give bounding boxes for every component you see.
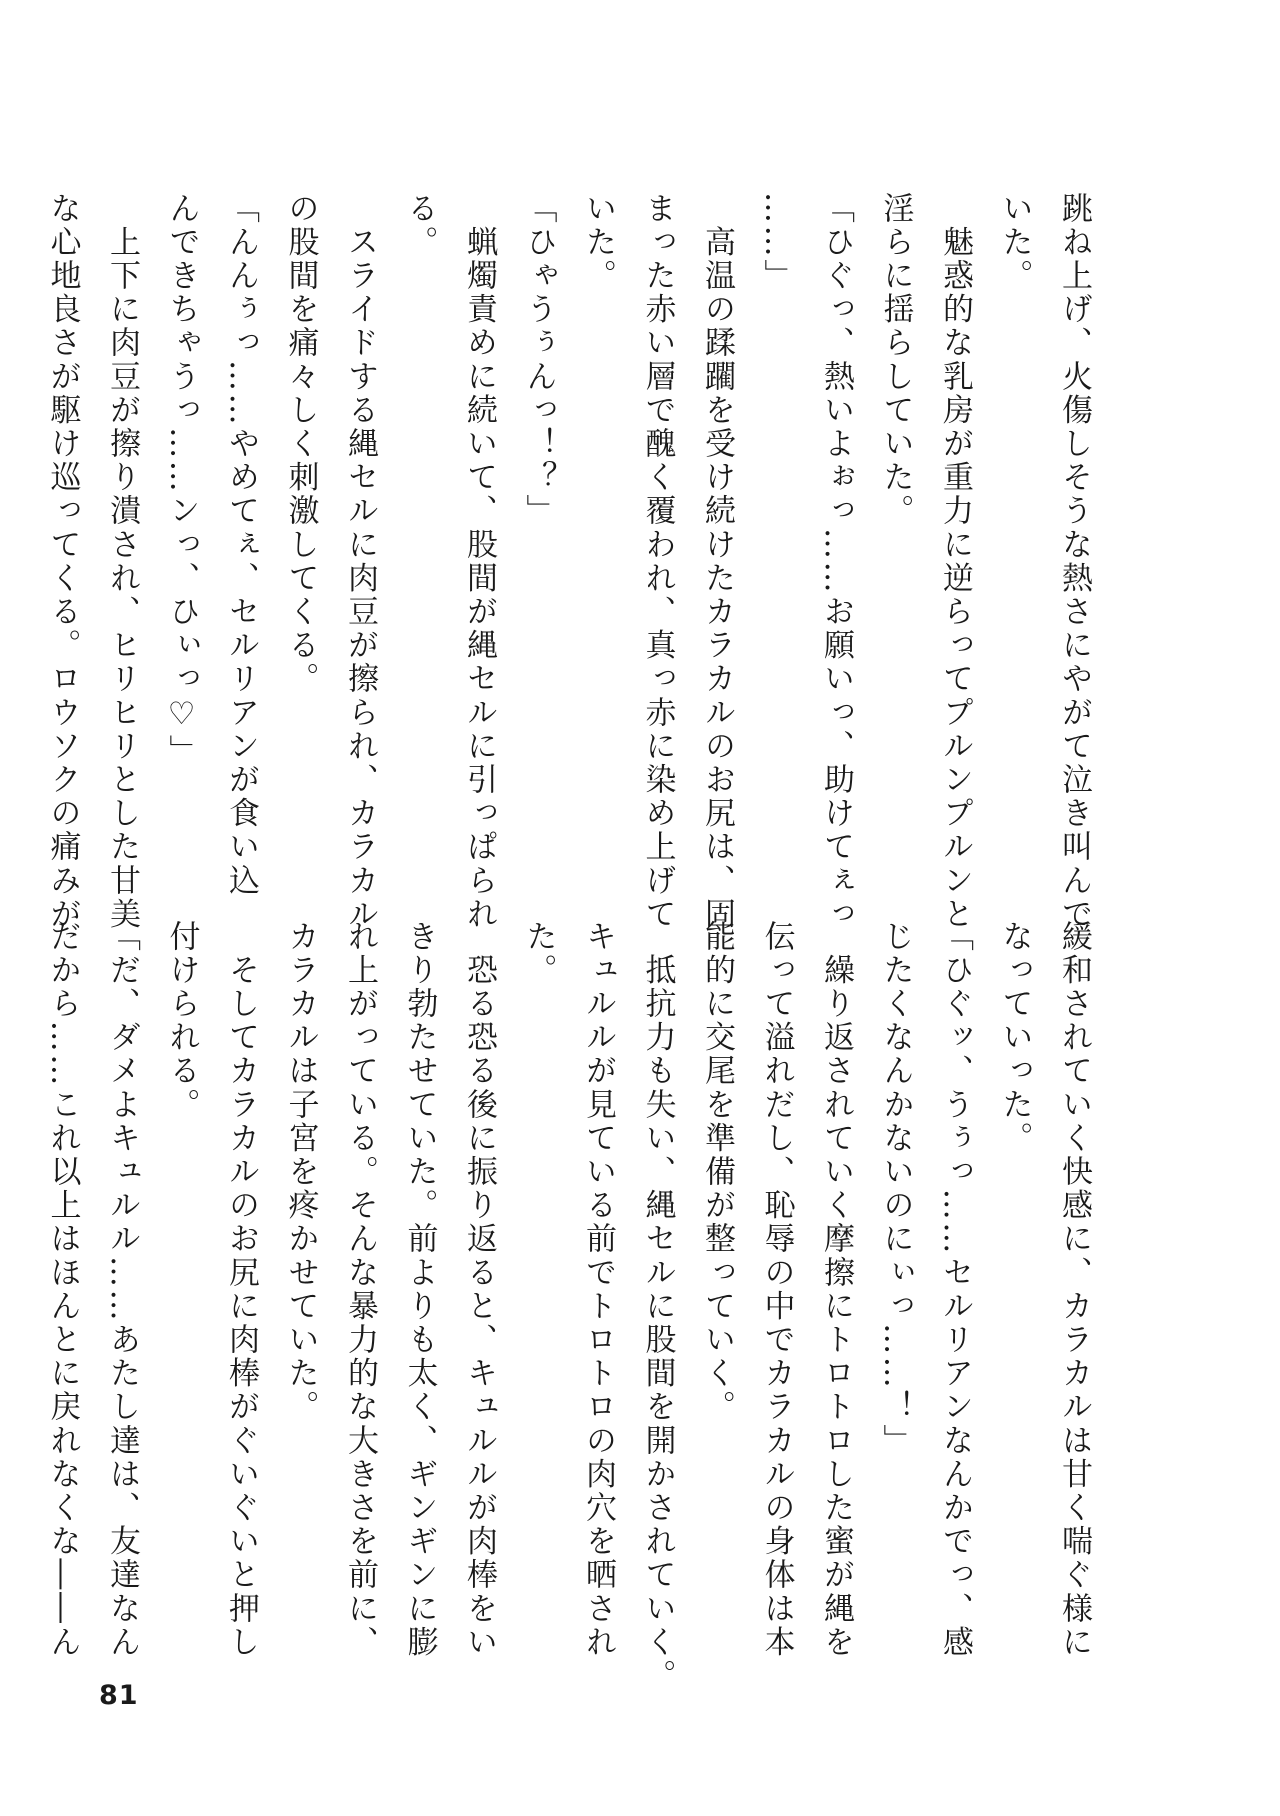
text-line: キュルルが見ている前でトロトロの肉穴を晒され [580,920,616,1660]
text-line: いた。 [996,192,1033,293]
page-number: 81 [99,1680,139,1711]
text-line: の股間を痛々しく刺激してくる。 [282,192,319,696]
text-line: れ上がっている。そんな暴力的な大きさを前に、 [342,920,378,1660]
text-line: 付けられる。 [163,920,200,1122]
text-line: じたくなんかないのにぃっ……！」 [877,920,914,1458]
text-line: 上下に肉豆が擦り潰され、ヒリヒリとした甘美 [104,192,140,932]
text-line: 恐る恐る後に振り返ると、キュルルが肉棒をい [461,920,497,1660]
text-block-bottom [44,920,1103,1693]
text-line: 跳ね上げ、火傷しそうな熱さにやがて泣き叫んで [1056,192,1092,932]
text-line: な心地良さが駆け巡ってくる。ロウソクの痛みが [44,192,81,932]
text-line: そしてカラカルのお尻に肉棒がぐいぐいと押し [223,920,259,1660]
text-block-top [44,192,1103,932]
text-line: 「ひぐっ、熱いよぉっ……お願いっ、助けてぇっ [818,192,854,932]
text-line: た。 [520,920,557,988]
text-line: ……」 [758,192,795,293]
text-line: 「だ、ダメよキュルル……あたし達は、友達なん [104,920,140,1660]
text-line: んできちゃうっ……ンっ、ひぃっ♡」 [163,192,200,769]
text-line: いた。 [580,192,616,293]
text-line: なっていった。 [996,920,1033,1156]
text-line: 緩和されていく快感に、カラカルは甘く喘ぐ様に [1056,920,1092,1660]
text-line: きり勃たせていた。前よりも太く、ギンギンに膨 [401,920,438,1660]
text-line: 「ひゃうぅんっ！？」 [520,192,557,528]
text-line: 繰り返されていく摩擦にトロトロした蜜が縄を [818,920,854,1660]
text-line: 能的に交尾を準備が整っていく。 [699,920,735,1424]
text-line: スライドする縄セルに肉豆が擦られ、カラカル [342,192,378,932]
text-line: カラカルは子宮を疼かせていた。 [282,920,319,1424]
text-line: 抵抗力も失い、縄セルに股間を開かされていく。 [639,920,676,1693]
text-line: 伝って溢れだし、恥辱の中でカラカルの身体は本 [758,920,795,1660]
text-line: 「ひぐッ、うぅっ……セルリアンなんかでっ、感 [937,920,973,1660]
text-line: だから……これ以上はほんとに戻れなくな――ん [44,920,81,1660]
text-line: まった赤い層で醜く覆われ、真っ赤に染め上げて [639,192,676,932]
text-line: 魅惑的な乳房が重力に逆らってプルンプルンと [937,192,973,932]
text-line: 「んんぅっ……やめてぇ、セルリアンが食い込 [223,192,259,898]
text-line: 淫らに揺らしていた。 [877,192,914,528]
text-line: る。 [401,192,438,260]
text-line: 蝋燭責めに続いて、股間が縄セルに引っぱられ [461,192,497,932]
text-line: 高温の蹂躙を受け続けたカラカルのお尻は、固 [699,192,735,932]
